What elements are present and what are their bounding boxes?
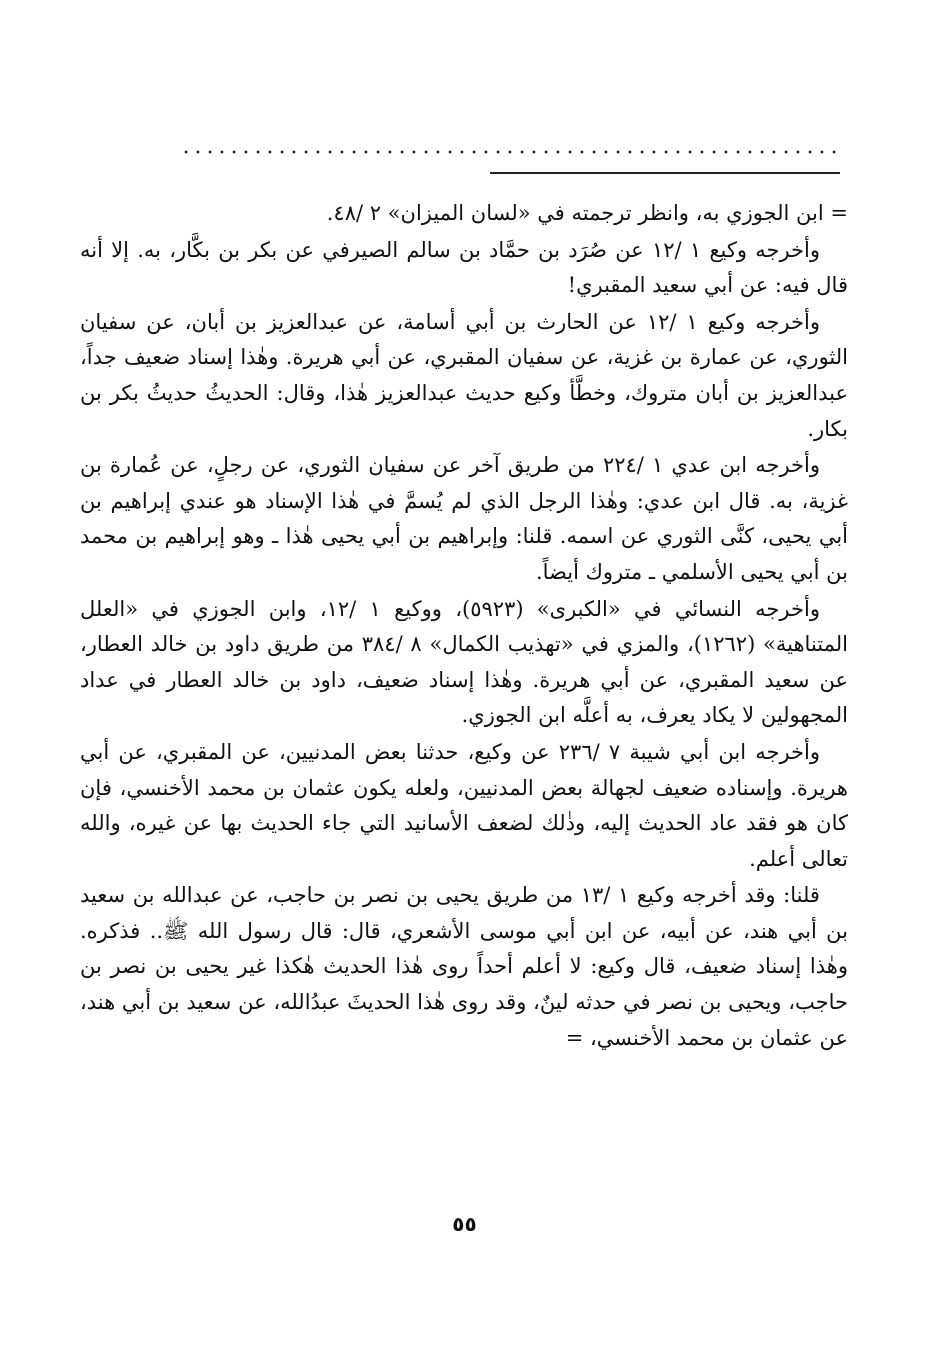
footnote-paragraph: وأخرجه ابن أبي شيبة ٧ /٢٣٦ عن وكيع، حدثنا بعض المدنيين، عن المقبري، عن أبي هريرة. وإسناده ضعيف لجهالة بعض المدنيين، ولعله يكون عثمان بن محمد الأخنسي، فإن كان هو فقد عاد الحديث إليه، وذٰلك لضعف الأسانيد التي جاء الحديث بها عن غيره، والله تعالى أعلم. bbox=[80, 739, 848, 871]
dotted-separator bbox=[180, 150, 840, 154]
footnote-paragraph: قلنا: وقد أخرجه وكيع ١ /١٣ من طريق يحيى بن نصر بن حاجب، عن عبدالله بن سعيد بن أبي هند، عن أبيه، عن ابن أبي موسى الأشعري، قال: قال رسول الله ﷺ.. فذكره. وهٰذا إسناد ضعيف، قال وكيع: لا أعلم أحداً روى هٰذا الحديث هٰكذا غير يحيى بن نصر بن حاجب، ويحيى بن نصر في حدثه لينٌ، وقد روى هٰذا الحديثَ عبدُالله، عن سعيد بن أبي هند، عن عثمان بن محمد الأخنسي، = bbox=[80, 883, 848, 1050]
footnote-paragraph: وأخرجه النسائي في «الكبرى» (٥٩٢٣)، ووكيع ١ /١٢، وابن الجوزي في «العلل المتناهية» (١٢٦٢)، والمزي في «تهذيب الكمال» ٨ /٣٨٤ من طريق داود بن خالد العطار، عن سعيد المقبري، عن أبي هريرة. وهٰذا إسناد ضعيف، داود بن خالد العطار في عداد المجهولين لا يكاد يعرف، به أعلَّه ابن الجوزي. bbox=[80, 596, 848, 728]
footnote-paragraph: وأخرجه وكيع ١ /١٢ عن الحارث بن أبي أسامة، عن عبدالعزيز بن أبان، عن سفيان الثوري، عن عمارة بن غزية، عن سفيان المقبري، عن أبي هريرة. وهٰذا إسناد ضعيف جداً، عبدالعزيز بن أبان متروك، وخطَّأ وكيع حديث عبدالعزيز هٰذا، وقال: الحديثُ حديثُ بكر بن بكار. bbox=[80, 309, 848, 441]
page-number: ٥٥ bbox=[452, 1212, 477, 1236]
footnote-paragraph: وأخرجه ابن عدي ١ /٢٢٤ من طريق آخر عن سفيان الثوري، عن رجلٍ، عن عُمارة بن غزية، به. قال ابن عدي: وهٰذا الرجل الذي لم يُسمَّ في هٰذا الإسناد هو عندي إبراهيم بن أبي يحيى، كنَّى الثوري عن اسمه. قلنا: وإبراهيم بن أبي يحيى هٰذا ـ وهو إبراهيم بن محمد بن أبي يحيى الأسلمي ـ متروك أيضاً. bbox=[80, 453, 848, 584]
footnote-rule bbox=[490, 172, 840, 174]
footnotes-block bbox=[80, 196, 848, 1056]
footnote-paragraph-continuation: = ابن الجوزي به، وانظر ترجمته في «لسان الميزان» ٢ /٤٨. bbox=[326, 201, 848, 225]
footnote-paragraph: وأخرجه وكيع ١ /١٢ عن صُرَد بن حمَّاد بن سالم الصيرفي عن بكر بن بكَّار، به. إلا أنه قال فيه: عن أبي سعيد المقبري! bbox=[80, 237, 848, 298]
